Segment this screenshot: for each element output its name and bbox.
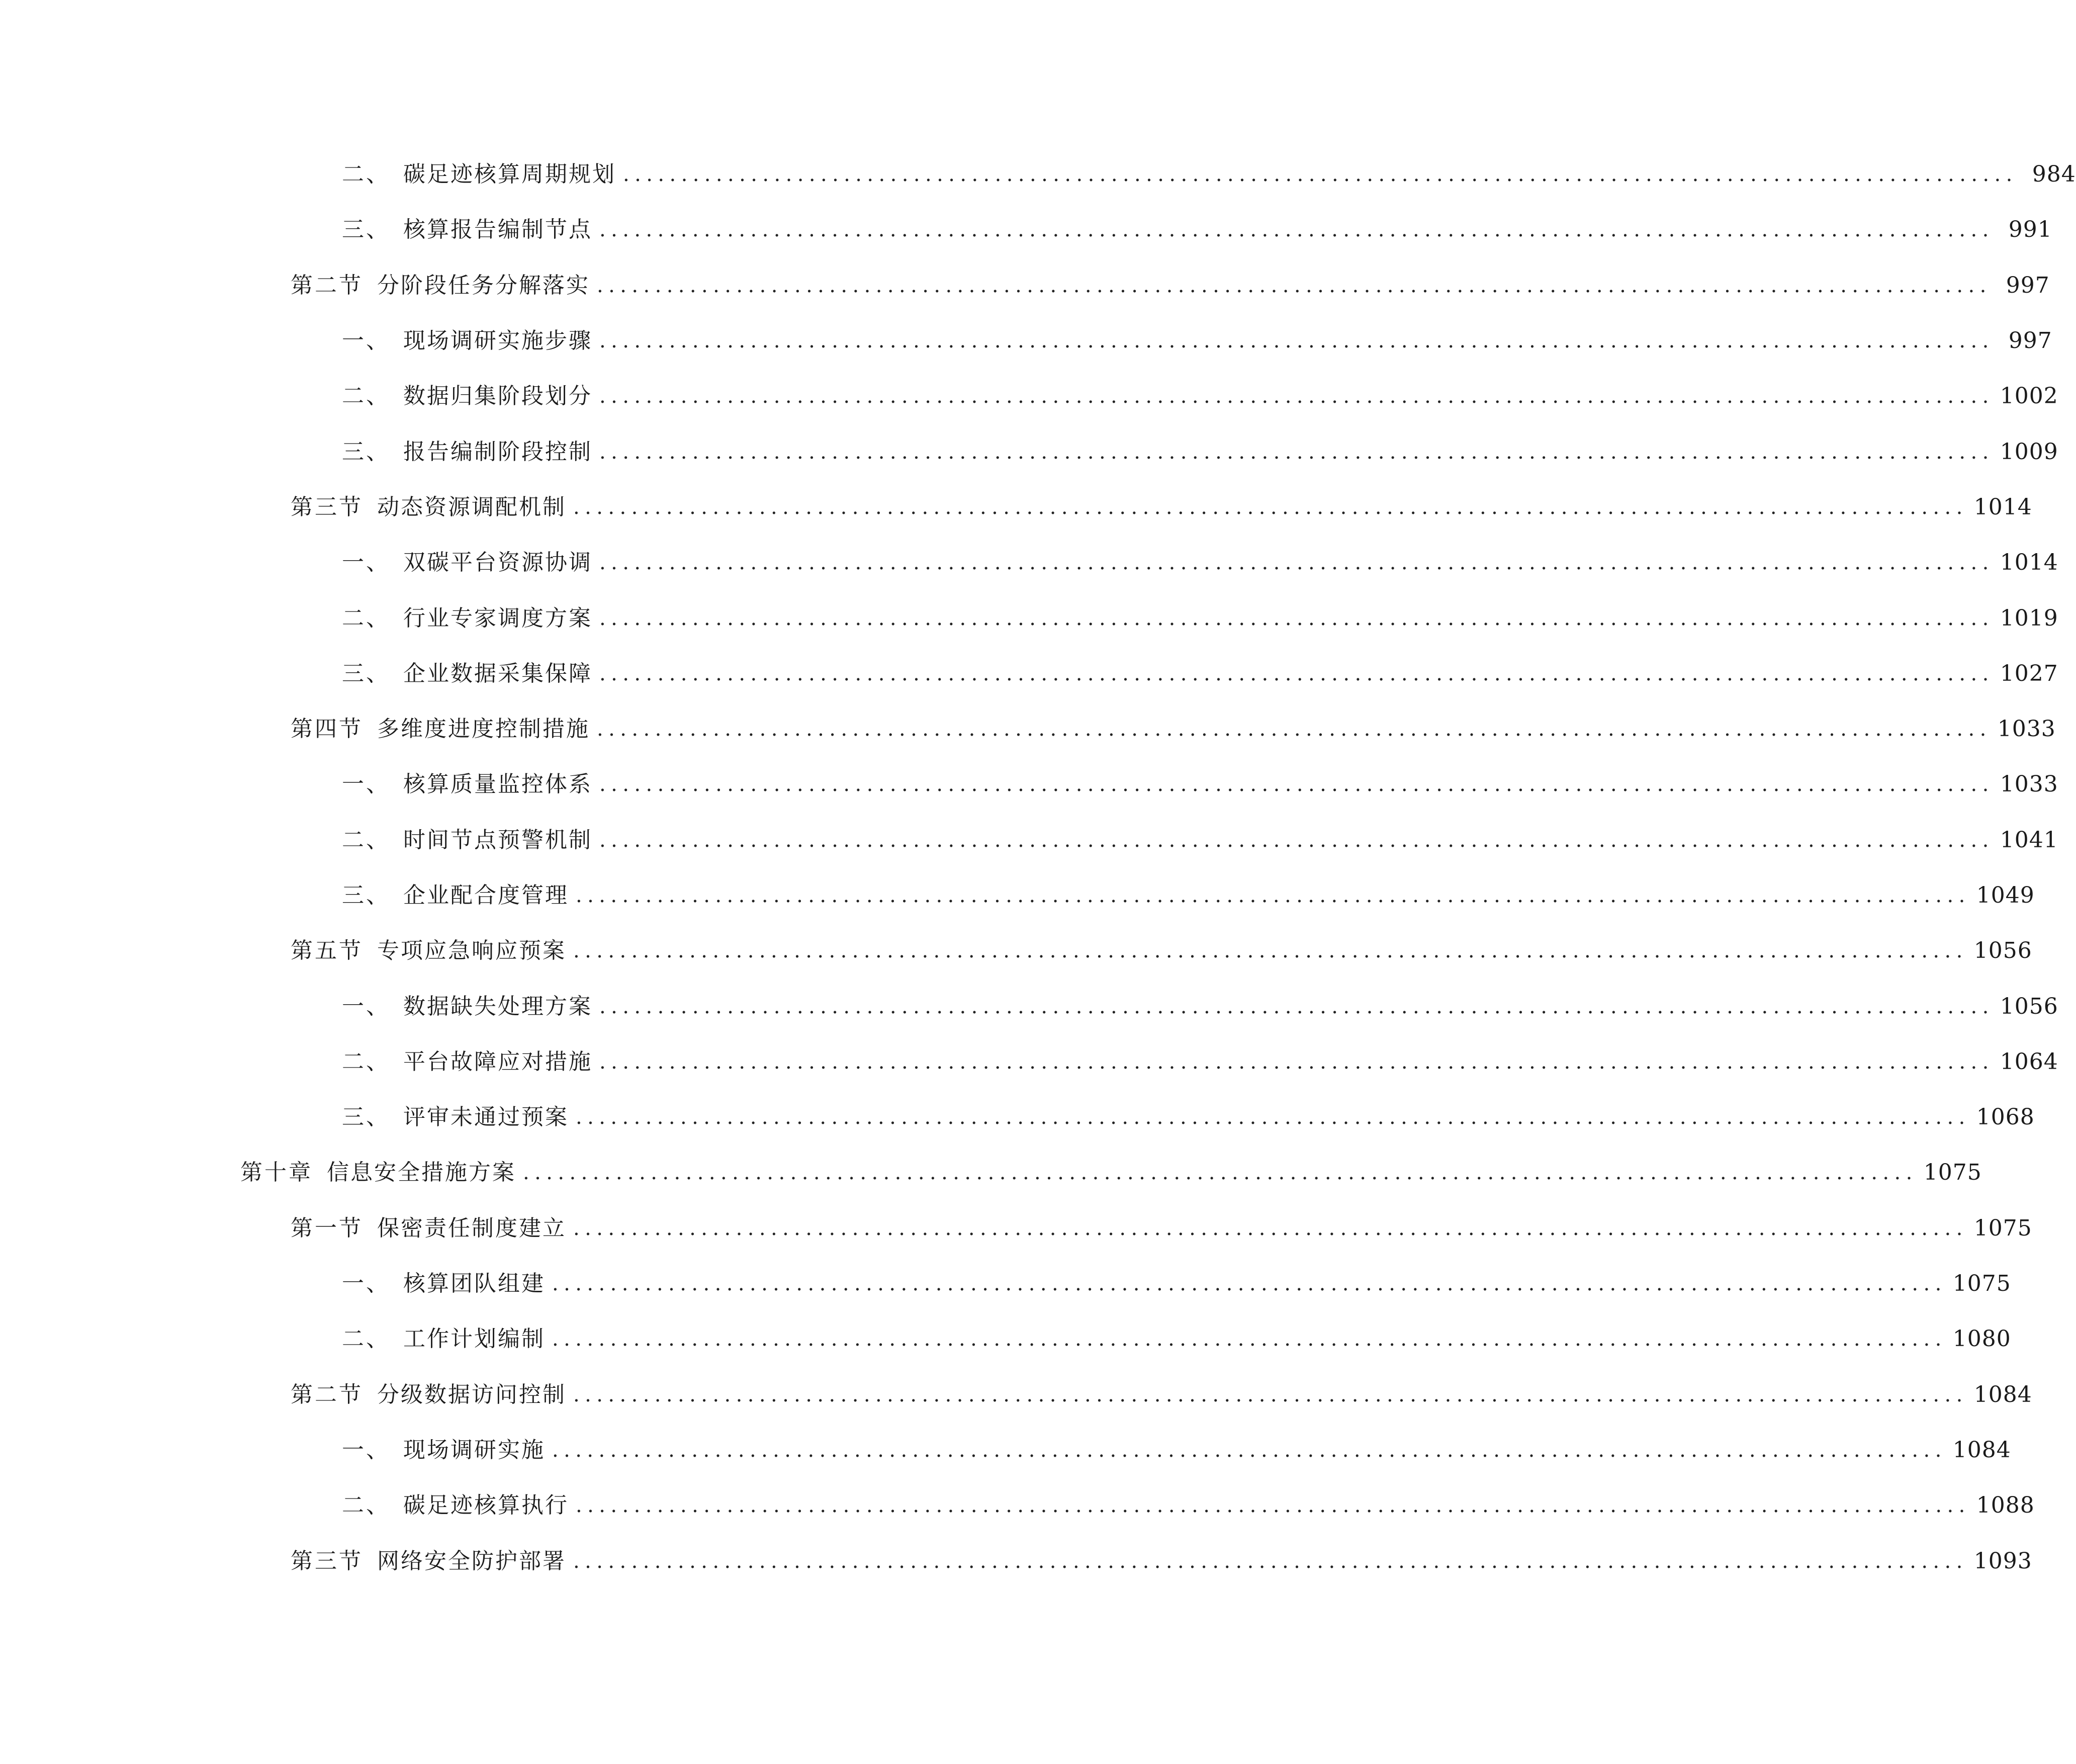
toc-entry-page: 1075 bbox=[1923, 1160, 1982, 1186]
toc-entry-number: 三、 bbox=[342, 660, 390, 686]
toc-dot-leader: ........................................................................................................................ bbox=[576, 884, 1970, 907]
toc-dot-leader: ........................................................................................................................ bbox=[599, 662, 1994, 685]
toc-dot-leader: ........................................................................................................................ bbox=[599, 773, 1994, 797]
toc-entry-title: 核算质量监控体系 bbox=[403, 771, 592, 798]
toc-entry-title: 评审未通过预案 bbox=[403, 1104, 569, 1130]
toc-entry-page: 1014 bbox=[1973, 494, 2032, 520]
toc-entry[interactable] bbox=[0, 1256, 2011, 1311]
toc-entry-page: 1027 bbox=[2000, 660, 2058, 686]
toc-entry-title: 数据归集阶段划分 bbox=[403, 383, 592, 409]
toc-entry[interactable] bbox=[0, 1311, 2011, 1367]
toc-entry-number: 第五节 bbox=[291, 938, 363, 964]
toc-entry-title: 核算团队组建 bbox=[403, 1271, 545, 1297]
toc-dot-leader: ........................................................................................................................ bbox=[573, 495, 1968, 519]
toc-dot-leader: ........................................................................................................................ bbox=[552, 1438, 1947, 1462]
toc-entry[interactable] bbox=[0, 1090, 2035, 1145]
toc-entry[interactable] bbox=[0, 369, 2058, 424]
toc-entry-title: 核算报告编制节点 bbox=[403, 217, 592, 243]
toc-entry-number: 一、 bbox=[342, 1437, 390, 1463]
toc-entry-page: 1084 bbox=[1952, 1437, 2011, 1463]
toc-entry-page: 1033 bbox=[2000, 771, 2058, 798]
toc-entry-number: 第四节 bbox=[291, 716, 363, 742]
toc-entry-page: 997 bbox=[2008, 328, 2052, 354]
toc-dot-leader: ........................................................................................................................ bbox=[599, 606, 1994, 630]
toc-entry-number: 一、 bbox=[342, 550, 390, 576]
toc-entry[interactable] bbox=[0, 424, 2058, 479]
toc-entry[interactable] bbox=[0, 1478, 2035, 1533]
toc-entry-number: 第三节 bbox=[291, 494, 363, 520]
toc-dot-leader: ........................................................................................................................ bbox=[573, 1549, 1968, 1573]
toc-entry[interactable] bbox=[0, 757, 2058, 812]
toc-entry-title: 碳足迹核算执行 bbox=[403, 1492, 569, 1519]
toc-entry[interactable] bbox=[0, 923, 2032, 979]
toc-entry-title: 双碳平台资源协调 bbox=[403, 550, 592, 576]
toc-entry-number: 二、 bbox=[342, 383, 390, 409]
toc-entry-title: 工作计划编制 bbox=[403, 1326, 545, 1352]
toc-dot-leader: ........................................................................................................................ bbox=[597, 274, 1992, 297]
toc-entry[interactable] bbox=[0, 1533, 2032, 1589]
toc-entry-page: 1009 bbox=[2000, 438, 2058, 465]
toc-entry[interactable] bbox=[0, 646, 2058, 701]
toc-entry-number: 第十章 bbox=[240, 1160, 313, 1186]
toc-entry-title: 保密责任制度建立 bbox=[377, 1215, 566, 1241]
toc-dot-leader: ........................................................................................................................ bbox=[573, 1216, 1968, 1240]
toc-entry-title: 平台故障应对措施 bbox=[403, 1048, 592, 1075]
toc-dot-leader: ........................................................................................................................ bbox=[599, 385, 1994, 408]
toc-entry[interactable] bbox=[0, 1145, 1982, 1200]
toc-entry-page: 1088 bbox=[1976, 1492, 2035, 1519]
toc-entry-title: 碳足迹核算周期规划 bbox=[403, 161, 616, 188]
toc-entry[interactable] bbox=[0, 258, 2050, 313]
toc-entry-title: 分级数据访问控制 bbox=[377, 1381, 566, 1407]
toc-entry-page: 1080 bbox=[1952, 1326, 2011, 1352]
toc-entry-page: 1019 bbox=[2000, 605, 2058, 631]
toc-entry[interactable] bbox=[0, 1201, 2032, 1256]
toc-entry-number: 二、 bbox=[342, 1048, 390, 1075]
toc-entry-page: 1041 bbox=[2000, 827, 2058, 853]
toc-dot-leader: ........................................................................................................................ bbox=[623, 163, 2018, 187]
toc-entry[interactable] bbox=[0, 480, 2032, 535]
toc-entry[interactable] bbox=[0, 1034, 2058, 1090]
toc-entry-page: 984 bbox=[2032, 161, 2076, 188]
toc-dot-leader: ........................................................................................................................ bbox=[576, 1106, 1970, 1129]
toc-entry-page: 1084 bbox=[1973, 1381, 2032, 1407]
toc-entry-number: 三、 bbox=[342, 1104, 390, 1130]
toc-entry-number: 第二节 bbox=[291, 1381, 363, 1407]
toc-entry-title: 行业专家调度方案 bbox=[403, 605, 592, 631]
toc-dot-leader: ........................................................................................................................ bbox=[573, 939, 1968, 963]
toc-entry-number: 三、 bbox=[342, 438, 390, 465]
toc-dot-leader: ........................................................................................................................ bbox=[599, 828, 1994, 852]
toc-entry[interactable] bbox=[0, 701, 2056, 757]
toc-dot-leader: ........................................................................................................................ bbox=[576, 1494, 1970, 1518]
toc-entry-title: 分阶段任务分解落实 bbox=[377, 272, 590, 298]
toc-dot-leader: ........................................................................................................................ bbox=[523, 1161, 1918, 1185]
toc-entry-title: 信息安全措施方案 bbox=[327, 1160, 516, 1186]
toc-entry-title: 动态资源调配机制 bbox=[377, 494, 566, 520]
toc-entry-number: 二、 bbox=[342, 161, 390, 188]
toc-entry[interactable] bbox=[0, 202, 2052, 257]
toc-entry-number: 一、 bbox=[342, 993, 390, 1019]
toc-dot-leader: ........................................................................................................................ bbox=[573, 1383, 1968, 1406]
toc-entry-title: 现场调研实施步骤 bbox=[403, 328, 592, 354]
toc-entry-page: 997 bbox=[2006, 272, 2050, 298]
toc-dot-leader: ........................................................................................................................ bbox=[597, 718, 1992, 741]
toc-entry-number: 三、 bbox=[342, 883, 390, 908]
toc-entry-page: 991 bbox=[2008, 217, 2052, 243]
table-of-contents bbox=[0, 147, 2076, 1589]
toc-dot-leader: ........................................................................................................................ bbox=[599, 1050, 1994, 1074]
toc-entry-title: 现场调研实施 bbox=[403, 1437, 545, 1463]
toc-entry-page: 1093 bbox=[1973, 1548, 2032, 1574]
toc-entry-number: 第三节 bbox=[291, 1548, 363, 1574]
toc-entry-page: 1075 bbox=[1952, 1271, 2011, 1297]
toc-entry[interactable] bbox=[0, 1423, 2011, 1478]
toc-entry-number: 二、 bbox=[342, 1326, 390, 1352]
toc-entry-page: 1064 bbox=[2000, 1048, 2058, 1075]
toc-entry-number: 二、 bbox=[342, 827, 390, 853]
toc-entry-number: 一、 bbox=[342, 771, 390, 798]
toc-entry-title: 专项应急响应预案 bbox=[377, 938, 566, 964]
toc-entry-page: 1049 bbox=[1976, 883, 2035, 908]
toc-entry[interactable] bbox=[0, 868, 2035, 923]
toc-entry-number: 二、 bbox=[342, 1492, 390, 1519]
toc-entry-title: 企业配合度管理 bbox=[403, 883, 569, 908]
toc-entry-title: 网络安全防护部署 bbox=[377, 1548, 566, 1574]
toc-entry-page: 1002 bbox=[2000, 383, 2058, 409]
toc-entry-number: 第二节 bbox=[291, 272, 363, 298]
toc-entry[interactable] bbox=[0, 813, 2058, 868]
toc-entry[interactable] bbox=[0, 147, 2076, 202]
toc-entry-title: 数据缺失处理方案 bbox=[403, 993, 592, 1019]
toc-entry-number: 三、 bbox=[342, 217, 390, 243]
toc-dot-leader: ........................................................................................................................ bbox=[599, 218, 1994, 242]
toc-entry-page: 1068 bbox=[1976, 1104, 2035, 1130]
toc-dot-leader: ........................................................................................................................ bbox=[552, 1328, 1947, 1351]
toc-entry[interactable] bbox=[0, 313, 2052, 369]
toc-entry[interactable] bbox=[0, 535, 2058, 590]
toc-entry-title: 多维度进度控制措施 bbox=[377, 716, 590, 742]
toc-entry-number: 第一节 bbox=[291, 1215, 363, 1241]
toc-entry-page: 1033 bbox=[1997, 716, 2056, 742]
toc-entry[interactable] bbox=[0, 590, 2058, 646]
toc-entry-number: 一、 bbox=[342, 1271, 390, 1297]
toc-dot-leader: ........................................................................................................................ bbox=[599, 551, 1994, 575]
toc-entry[interactable] bbox=[0, 1367, 2032, 1423]
toc-entry-title: 时间节点预警机制 bbox=[403, 827, 592, 853]
toc-dot-leader: ........................................................................................................................ bbox=[599, 995, 1994, 1018]
toc-entry-title: 企业数据采集保障 bbox=[403, 660, 592, 686]
toc-entry-number: 一、 bbox=[342, 328, 390, 354]
toc-entry[interactable] bbox=[0, 979, 2058, 1034]
toc-entry-page: 1014 bbox=[2000, 550, 2058, 576]
toc-entry-number: 二、 bbox=[342, 605, 390, 631]
toc-entry-title: 报告编制阶段控制 bbox=[403, 438, 592, 465]
toc-entry-page: 1056 bbox=[2000, 993, 2058, 1019]
toc-dot-leader: ........................................................................................................................ bbox=[552, 1272, 1947, 1296]
toc-entry-page: 1075 bbox=[1973, 1215, 2032, 1241]
toc-dot-leader: ........................................................................................................................ bbox=[599, 440, 1994, 464]
toc-entry-page: 1056 bbox=[1973, 938, 2032, 964]
toc-dot-leader: ........................................................................................................................ bbox=[599, 329, 1994, 353]
